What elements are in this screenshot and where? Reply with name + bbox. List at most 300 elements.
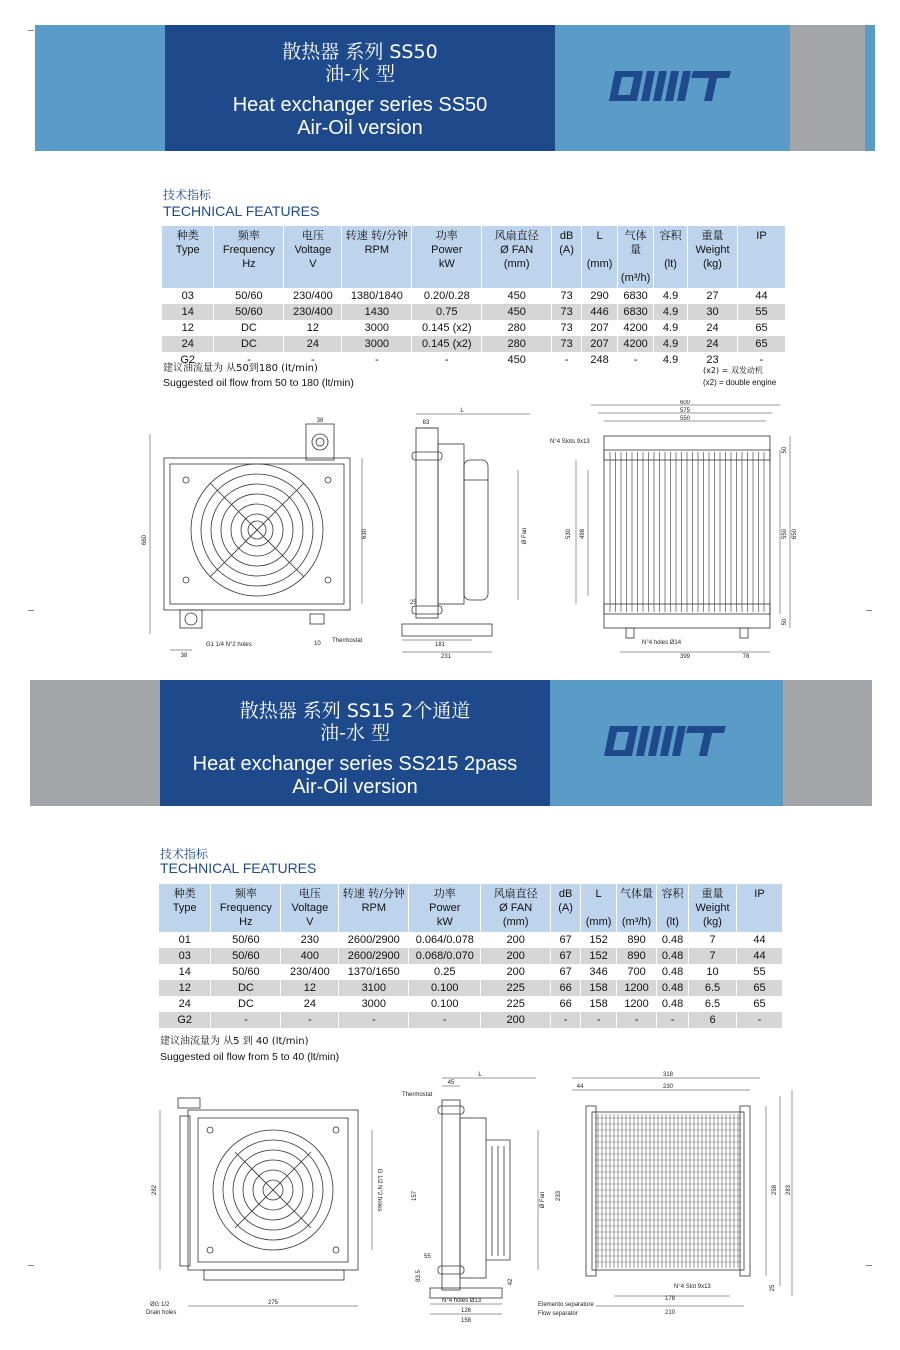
column-header: [551, 884, 581, 932]
column-header-line: 容积: [661, 887, 684, 900]
dim-label: 231: [440, 654, 452, 660]
table-cell: -: [412, 352, 482, 368]
table-cell: 225: [481, 980, 551, 996]
column-header-line: dB: [558, 888, 573, 900]
dim-label: 575: [679, 408, 691, 414]
table-row: [162, 320, 786, 336]
table-cell: 24: [284, 336, 342, 352]
table-cell: 200: [481, 964, 551, 980]
ss215-thermostat-label: Thermostat: [402, 1092, 433, 1098]
ss50-title-en-1: Heat exchanger series SS50: [232, 94, 488, 116]
ss50-flow-note-en: Suggested oil flow from 50 to 180 (lt/min): [163, 377, 354, 389]
table-cell: 450: [482, 304, 552, 320]
column-header-line: (kg): [703, 258, 722, 270]
column-header-line: Hz: [242, 258, 256, 270]
ss50-title-en-2: Air-Oil version: [297, 117, 423, 139]
column-header-line: 频率: [234, 887, 257, 900]
ss215-title-cn-2: 油-水 型: [320, 722, 390, 744]
table-cell: 67: [551, 932, 581, 948]
band-logo-panel: [550, 680, 783, 806]
table-cell: 1200: [617, 980, 657, 996]
table-cell: -: [281, 1012, 339, 1028]
dim-label: L: [460, 408, 464, 414]
table-cell: 44: [736, 948, 782, 964]
column-header: [688, 226, 738, 288]
table-cell: 50/60: [214, 304, 284, 320]
table-cell: 6.5: [689, 980, 737, 996]
table-cell: 230/400: [281, 964, 339, 980]
column-header: [211, 884, 281, 932]
dim-label: 63: [422, 420, 430, 426]
table-cell: 66: [551, 980, 581, 996]
column-header: [618, 226, 654, 288]
dim-label: 25: [770, 1284, 776, 1292]
table-row: [159, 932, 783, 948]
table-cell: 280: [482, 336, 552, 352]
dim-label: 38: [180, 653, 188, 659]
omt-logo-icon: [598, 718, 738, 768]
dim-label: 181: [434, 642, 446, 648]
table-header-row: [159, 884, 783, 932]
table-cell: 24: [281, 996, 339, 1012]
dim-label: 126: [460, 1308, 472, 1314]
column-header-line: V: [306, 916, 314, 928]
table-cell: 12: [284, 320, 342, 336]
column-header-line: (mm): [586, 258, 613, 270]
dim-label: 275: [267, 1300, 279, 1306]
table-row: [162, 288, 786, 304]
table-cell: 67: [551, 948, 581, 964]
table-cell: 12: [162, 320, 214, 336]
band-edge: [865, 25, 875, 151]
ss50-thermostat-label: Thermostat: [332, 638, 363, 644]
table-cell: 67: [551, 964, 581, 980]
ss50-x2-note-en: (x2) = double engine: [703, 378, 777, 387]
crop-mark: [28, 1265, 34, 1266]
dim-label: L: [478, 1072, 482, 1078]
column-header-line: 风扇直径: [494, 229, 539, 242]
table-cell: 55: [736, 964, 782, 980]
band-left-panel: [35, 25, 165, 151]
ss215-core-view: [572, 1078, 792, 1306]
table-cell: 152: [581, 948, 617, 964]
dim-label: 550: [782, 528, 788, 540]
table-cell: 200: [481, 1012, 551, 1028]
ss50-title-cn-2: 油-水 型: [325, 63, 395, 85]
table-cell: 3000: [339, 996, 409, 1012]
table-cell: 207: [582, 336, 618, 352]
band-grey-panel: [783, 680, 872, 806]
table-cell: 44: [736, 932, 782, 948]
table-cell: 0.20/0.28: [412, 288, 482, 304]
column-header: [342, 226, 412, 288]
column-header-line: Voltage: [294, 244, 332, 256]
ss215-flow-note-cn: 建议油流量为 从5 到 40 (lt/min): [160, 1036, 309, 1047]
ss50-spec-table: [162, 226, 786, 368]
ss50-slots-label: N°4 Slots 9x13: [550, 439, 590, 445]
table-row: [162, 336, 786, 352]
column-header-line: Type: [172, 902, 197, 914]
ss50-holes-label: N°4 holes Ø14: [642, 640, 682, 646]
ss215-technical-drawing: [140, 1070, 800, 1325]
table-cell: 280: [482, 320, 552, 336]
column-header-line: (lt): [664, 258, 677, 270]
column-header-line: (lt): [666, 916, 679, 928]
table-cell: 1380/1840: [342, 288, 412, 304]
dim-label: 650: [792, 528, 798, 540]
dim-label: 318: [662, 1072, 674, 1078]
column-header-line: (A): [559, 244, 574, 256]
table-cell: 0.25: [409, 964, 481, 980]
ss215-section-title-en: TECHNICAL FEATURES: [160, 860, 317, 876]
table-cell: 6830: [618, 304, 654, 320]
dim-label: 282: [152, 1184, 158, 1196]
table-cell: 0.064/0.078: [409, 932, 481, 948]
ss50-flow-note-cn: 建议油流量为 从50到180 (lt/min): [163, 363, 318, 374]
dim-label: 50: [782, 446, 788, 454]
table-cell: 4.9: [654, 304, 688, 320]
ss215-title-cn-1: 散热器 系列 SS15 2个通道: [239, 700, 471, 722]
column-header-line: 种类: [176, 229, 199, 242]
ss50-section-title-cn: 技术指标: [163, 188, 212, 202]
table-cell: 65: [736, 996, 782, 1012]
table-cell: 0.48: [657, 932, 689, 948]
ss50-x2-note-cn: (x2) = 双发动机: [703, 366, 763, 375]
ss215-g-holes-label: G 1/2 N°2 holes: [376, 1168, 382, 1212]
table-cell: 65: [737, 320, 785, 336]
table-cell: 700: [617, 964, 657, 980]
column-header-line: [619, 901, 654, 915]
table-cell: 0.48: [657, 948, 689, 964]
band-logo-panel: [555, 25, 790, 151]
dim-label: 210: [664, 1310, 676, 1316]
column-header-line: Power: [429, 902, 461, 914]
column-header-line: RPM: [361, 902, 387, 914]
column-header-line: 重量: [701, 229, 724, 242]
table-cell: G2: [162, 352, 214, 368]
ss50-side-view: [402, 414, 530, 652]
column-header-line: kW: [436, 916, 453, 928]
column-header: [736, 884, 782, 932]
fan-dim-label: Ø Fan: [522, 527, 528, 545]
column-header-line: L: [595, 888, 602, 900]
column-header: [162, 226, 214, 288]
column-header-line: [584, 243, 615, 257]
column-header-line: V: [309, 258, 317, 270]
table-cell: 73: [552, 336, 582, 352]
dim-label: 42: [508, 1278, 514, 1286]
crop-mark: [28, 30, 34, 31]
table-cell: 24: [688, 320, 738, 336]
table-cell: 4.9: [654, 320, 688, 336]
column-header-line: 电压: [298, 887, 321, 900]
column-header-line: L: [596, 230, 603, 242]
table-cell: 65: [737, 336, 785, 352]
table-cell: -: [214, 352, 284, 368]
table-cell: 400: [281, 948, 339, 964]
ss215-flow-note-en: Suggested oil flow from 5 to 40 (lt/min): [160, 1051, 340, 1063]
table-cell: 890: [617, 932, 657, 948]
table-cell: 73: [552, 304, 582, 320]
dim-label: 283: [786, 1184, 792, 1196]
column-header-line: (m³/h): [620, 272, 651, 284]
table-cell: 3000: [342, 336, 412, 352]
dim-label: 55: [424, 1254, 431, 1260]
ss50-section-title-en: TECHNICAL FEATURES: [163, 203, 320, 219]
table-cell: DC: [214, 336, 284, 352]
table-row: [162, 304, 786, 320]
column-header-line: [656, 243, 685, 257]
table-cell: 12: [159, 980, 211, 996]
table-row: [159, 1012, 783, 1028]
table-cell: 03: [159, 948, 211, 964]
crop-mark: [28, 610, 34, 611]
column-header: [552, 226, 582, 288]
table-cell: 4.9: [654, 336, 688, 352]
dim-label: 258: [772, 1184, 778, 1196]
column-header-line: (mm): [502, 916, 529, 928]
column-header-line: Frequency: [222, 244, 275, 256]
table-cell: 7: [689, 948, 737, 964]
dim-label: 78: [742, 654, 750, 660]
column-header-line: [659, 901, 686, 915]
table-cell: 1430: [342, 304, 412, 320]
ss50-technical-drawing: [140, 400, 880, 662]
table-cell: 890: [617, 948, 657, 964]
table-cell: 4200: [618, 320, 654, 336]
table-cell: -: [551, 1012, 581, 1028]
table-cell: 3100: [339, 980, 409, 996]
column-header-line: 重量: [701, 887, 724, 900]
ss50-g-holes-label: G1 1/4 N°2 holes: [206, 642, 252, 648]
column-header-line: Ø FAN: [500, 244, 534, 256]
fan-dim-label: Ø Fan: [540, 1191, 546, 1209]
table-cell: -: [736, 1012, 782, 1028]
column-header-line: [583, 901, 614, 915]
table-cell: 50/60: [214, 288, 284, 304]
table-cell: 55: [737, 304, 785, 320]
column-header: [284, 226, 342, 288]
ss215-separator-label-2: Flow separator: [538, 1311, 578, 1317]
dim-label: 50: [782, 618, 788, 626]
table-cell: 207: [582, 320, 618, 336]
table-cell: 1370/1650: [339, 964, 409, 980]
ss215-slot-label: N°4 Slot 9x13: [674, 1284, 711, 1290]
dim-label: 157: [412, 1190, 418, 1202]
column-header-line: Type: [175, 244, 200, 256]
table-cell: -: [284, 352, 342, 368]
column-header: [482, 226, 552, 288]
dim-label: 550: [679, 416, 691, 422]
table-cell: 158: [581, 980, 617, 996]
column-header-line: 功率: [435, 229, 458, 242]
column-header-line: RPM: [364, 244, 390, 256]
dim-label: 10: [314, 641, 321, 647]
dim-label: 530: [566, 528, 572, 540]
band-grey-panel: [790, 25, 865, 151]
column-header-line: 气体量: [624, 229, 647, 256]
table-cell: 01: [159, 932, 211, 948]
ss215-title-en-2: Air-Oil version: [292, 776, 418, 798]
table-cell: 0.145 (x2): [412, 336, 482, 352]
column-header-line: IP: [756, 230, 767, 242]
column-header-line: (mm): [503, 258, 530, 270]
table-cell: 200: [481, 932, 551, 948]
ss215-title-en-1: Heat exchanger series SS215 2pass: [192, 753, 518, 775]
column-header-line: Voltage: [291, 902, 329, 914]
table-cell: 0.068/0.070: [409, 948, 481, 964]
table-cell: 230/400: [284, 304, 342, 320]
column-header-line: kW: [438, 258, 455, 270]
table-cell: 0.48: [657, 964, 689, 980]
dim-label: 45: [447, 1080, 455, 1086]
table-row: [159, 948, 783, 964]
table-cell: -: [581, 1012, 617, 1028]
table-cell: 290: [582, 288, 618, 304]
ss215-title-panel: [160, 680, 550, 806]
table-cell: DC: [211, 980, 281, 996]
table-cell: -: [552, 352, 582, 368]
table-cell: 346: [581, 964, 617, 980]
table-cell: 6.5: [689, 996, 737, 1012]
ss215-header-band: [30, 680, 872, 806]
column-header-line: dB: [559, 230, 574, 242]
table-cell: 14: [159, 964, 211, 980]
column-header: [214, 226, 284, 288]
table-cell: 66: [551, 996, 581, 1012]
ss50-core-view: [576, 405, 790, 652]
column-header: [409, 884, 481, 932]
table-cell: DC: [214, 320, 284, 336]
table-cell: 24: [159, 996, 211, 1012]
column-header: [737, 226, 785, 288]
table-cell: 0.100: [409, 996, 481, 1012]
table-cell: 6: [689, 1012, 737, 1028]
column-header-line: Hz: [239, 916, 253, 928]
table-cell: 230: [281, 932, 339, 948]
column-header-line: [620, 257, 651, 271]
column-header: [581, 884, 617, 932]
table-cell: -: [342, 352, 412, 368]
table-cell: 50/60: [211, 932, 281, 948]
dim-label: 233: [556, 1190, 562, 1202]
table-cell: 446: [582, 304, 618, 320]
column-header-line: 转速 转/分钟: [345, 229, 408, 242]
table-cell: 65: [736, 980, 782, 996]
ss215-fan-guard: [213, 1130, 333, 1250]
ss50-title-panel: [165, 25, 555, 151]
column-header-line: (A): [558, 902, 573, 914]
table-cell: 158: [581, 996, 617, 1012]
ss215-separator-label: Elemento separatore: [538, 1302, 594, 1308]
table-cell: 225: [481, 996, 551, 1012]
column-header: [339, 884, 409, 932]
table-cell: -: [339, 1012, 409, 1028]
column-header-line: Power: [431, 244, 463, 256]
table-cell: -: [618, 352, 654, 368]
ss215-spec-table: [159, 884, 783, 1028]
table-cell: 450: [482, 352, 552, 368]
table-cell: 23: [688, 352, 738, 368]
table-cell: 73: [552, 320, 582, 336]
column-header-line: (m³/h): [621, 916, 652, 928]
column-header: [481, 884, 551, 932]
dim-label: 83.5: [416, 1270, 422, 1282]
ss50-title-cn-1: 散热器 系列 SS50: [282, 41, 438, 63]
column-header-line: 风扇直径: [493, 887, 538, 900]
column-header: [582, 226, 618, 288]
column-header-line: 电压: [301, 229, 324, 242]
table-cell: 4200: [618, 336, 654, 352]
table-cell: 2600/2900: [339, 948, 409, 964]
table-cell: -: [657, 1012, 689, 1028]
table-cell: -: [409, 1012, 481, 1028]
ss215-section-title-cn: 技术指标: [160, 847, 209, 861]
column-header: [281, 884, 339, 932]
crop-mark: [866, 1265, 872, 1266]
column-header-line: (kg): [703, 916, 722, 928]
table-cell: 24: [162, 336, 214, 352]
dim-label: 158: [460, 1318, 472, 1324]
table-cell: 0.48: [657, 980, 689, 996]
table-cell: 6830: [618, 288, 654, 304]
dim-label: 399: [679, 654, 691, 660]
dim-label: 44: [576, 1084, 584, 1090]
column-header-line: IP: [754, 888, 765, 900]
table-cell: 14: [162, 304, 214, 320]
ss215-front-view: [160, 1098, 372, 1306]
column-header-line: Frequency: [219, 902, 272, 914]
table-cell: 2600/2900: [339, 932, 409, 948]
table-cell: 230/400: [284, 288, 342, 304]
column-header-line: 频率: [237, 229, 260, 242]
column-header: [689, 884, 737, 932]
dim-label: 178: [664, 1296, 676, 1302]
table-cell: 7: [689, 932, 737, 948]
column-header-line: Ø FAN: [499, 902, 533, 914]
column-header-line: 气体量: [620, 887, 654, 900]
ss50-fan-guard: [191, 464, 323, 596]
table-header-row: [162, 226, 786, 288]
table-cell: 152: [581, 932, 617, 948]
dim-label: 230: [662, 1084, 674, 1090]
column-header-line: 种类: [173, 887, 196, 900]
table-cell: DC: [211, 996, 281, 1012]
band-left-panel: [30, 680, 160, 806]
table-cell: 27: [688, 288, 738, 304]
dim-label: 660: [142, 534, 148, 546]
table-cell: 12: [281, 980, 339, 996]
ss215-holes-label: N°4 holes Ø13: [442, 1298, 482, 1304]
column-header: [159, 884, 211, 932]
table-cell: 4.9: [654, 288, 688, 304]
dim-label: 630: [362, 528, 368, 540]
column-header: [657, 884, 689, 932]
column-header-line: Weight: [695, 244, 730, 256]
table-cell: 10: [689, 964, 737, 980]
table-cell: G2: [159, 1012, 211, 1028]
dim-label: 25: [410, 600, 417, 606]
column-header-line: 容积: [659, 229, 682, 242]
column-header-line: 功率: [433, 887, 456, 900]
ss50-header-band: [35, 25, 875, 151]
column-header-line: (mm): [585, 916, 612, 928]
table-cell: 0.145 (x2): [412, 320, 482, 336]
table-cell: 450: [482, 288, 552, 304]
table-cell: 248: [582, 352, 618, 368]
ss215-drain-label: ØG 1/2: [150, 1302, 170, 1308]
column-header-line: 转速 转/分钟: [342, 887, 405, 900]
